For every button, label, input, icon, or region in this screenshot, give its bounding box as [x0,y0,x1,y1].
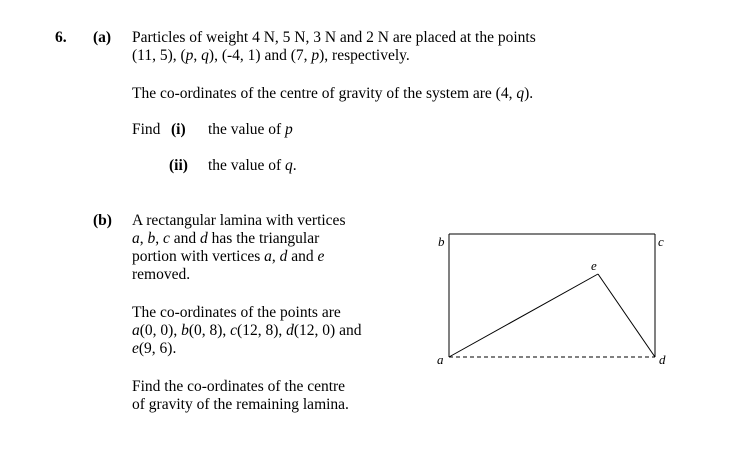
part-b-find-line-1: Find the co-ordinates of the centre [132,378,346,395]
find-word: Find [132,121,161,138]
sub-ii-label: (ii) [169,157,188,174]
part-b-desc-line-1: A rectangular lamina with vertices [132,212,346,229]
part-b-desc-line-4: removed. [132,266,191,283]
edge-ed [598,274,655,357]
vertex-label-b: b [438,234,445,249]
vertex-label-e: e [591,258,597,273]
part-b-coords-line-3: e(9, 6). [132,340,177,357]
part-b-desc-line-2: a, b, c and d has the triangular [132,230,320,247]
part-a-label: (a) [93,29,112,46]
question-number: 6. [55,29,67,46]
vertex-label-a: a [437,352,444,367]
part-a-intro-line-2: (11, 5), (p, q), (-4, 1) and (7, p), respectively. [132,47,410,64]
part-b-label: (b) [93,212,112,229]
vertex-label-d: d [659,352,666,367]
edge-ae [449,274,598,357]
centre-statement: The co-ordinates of the centre of gravity of the system are (4, q). [132,85,534,102]
part-b-find-line-2: of gravity of the remaining lamina. [132,396,349,413]
sub-i-label: (i) [171,121,186,138]
part-b-coords-line-1: The co-ordinates of the points are [132,304,341,321]
part-b-coords-line-2: a(0, 0), b(0, 8), c(12, 8), d(12, 0) and [132,322,362,339]
sub-i-text: the value of p [208,121,293,138]
sub-ii-text: the value of q. [208,157,297,174]
part-a-intro-line-1: Particles of weight 4 N, 5 N, 3 N and 2 N are placed at the points [132,29,536,46]
vertex-label-c: c [658,234,664,249]
part-b-desc-line-3: portion with vertices a, d and e [132,248,325,265]
